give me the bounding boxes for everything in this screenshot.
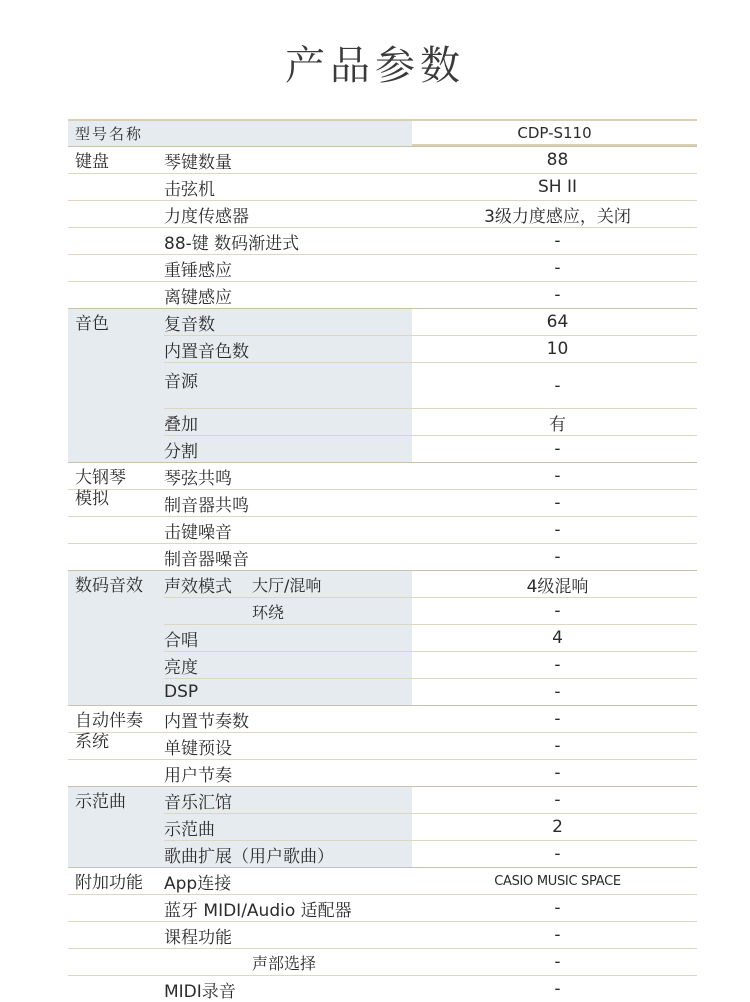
section-category: 大钢琴 模拟 [75,468,126,509]
feature-label: 用户节奏 [164,765,232,786]
feature-label: 亮度 [164,657,198,678]
feature-cell [164,868,412,894]
feature-cell [164,255,412,281]
value-cell: 88 [412,147,697,173]
feature-cell [164,517,412,543]
section-category: 键盘 [75,152,109,172]
feature-sub-label: 大厅/混响 [252,575,322,595]
spec-section [68,867,697,1002]
feature-cell [164,147,412,173]
value-cell: - [412,282,697,308]
spec-section [68,786,697,867]
value-cell: - [412,228,697,254]
feature-cell [164,814,412,840]
value-cell: - [412,436,697,462]
feature-cell [164,336,412,362]
feature-sub-label: 环绕 [252,602,285,622]
feature-label: 蓝牙 MIDI/Audio 适配器 [164,900,352,921]
value-cell: - [412,517,697,543]
feature-label: 琴键数量 [164,152,232,173]
value-cell: 有 [412,409,697,435]
section-category: 数码音效 [68,571,164,705]
spec-section [68,146,697,308]
feature-label: 制音器噪音 [164,549,249,570]
value-cell: - [412,787,697,813]
section-category: 自动伴奏 系统 [75,711,143,752]
feature-cell [164,409,412,435]
section-category: 附加功能 [75,873,143,893]
feature-cell [164,922,412,948]
feature-cell [164,787,412,813]
feature-cell [164,841,412,867]
feature-label: 琴弦共鸣 [164,468,232,489]
spec-table [68,119,697,1002]
feature-cell [164,625,412,651]
value-cell: CASIO MUSIC SPACE [412,868,697,894]
feature-cell [164,201,412,227]
spec-section [68,705,697,786]
value-cell: - [412,922,697,948]
value-cell: - [412,598,697,624]
page-title: 产品参数 [285,43,465,89]
value-cell: - [412,733,697,759]
value-cell: - [412,679,697,705]
spec-section [68,462,697,570]
feature-cell [164,895,412,921]
feature-label: 击键噪音 [164,522,232,543]
feature-label: 声效模式 [164,576,232,597]
value-cell: - [412,544,697,570]
value-cell: - [412,760,697,786]
value-cell: - [412,463,697,489]
feature-label: 合唱 [164,630,198,651]
feature-cell [164,598,412,624]
value-cell: - [412,895,697,921]
feature-cell [164,949,412,975]
feature-cell [164,228,412,254]
feature-cell [164,436,412,462]
feature-cell [164,652,412,678]
feature-label: 课程功能 [164,927,232,948]
value-cell: 4级混响 [412,571,697,597]
header-row [68,119,697,146]
feature-label: 内置节奏数 [164,711,249,732]
feature-label: 击弦机 [164,179,215,200]
feature-cell [164,463,412,489]
feature-label: 离键感应 [164,287,232,308]
feature-label: 叠加 [164,414,198,435]
value-cell: 2 [412,814,697,840]
section-category: 示范曲 [68,787,164,867]
feature-label: 内置音色数 [164,341,249,362]
feature-cell [164,733,412,759]
feature-label: 制音器共鸣 [164,495,249,516]
feature-label: 音乐汇馆 [164,792,232,813]
feature-sub-label: 声部选择 [252,953,317,973]
feature-label: App连接 [164,873,232,894]
feature-label: 示范曲 [164,819,215,840]
header-model: CDP-S110 [412,119,697,146]
feature-cell [164,282,412,308]
value-cell: - [412,255,697,281]
value-cell: 4 [412,625,697,651]
feature-cell [164,363,412,408]
value-cell: - [412,490,697,516]
header-label: 型号名称 [68,119,412,146]
feature-label: DSP [164,682,199,702]
feature-label: 单键预设 [164,738,232,759]
feature-cell [164,490,412,516]
spec-section [68,570,697,705]
value-cell: - [412,841,697,867]
feature-label: 88-键 数码渐进式 [164,233,300,254]
feature-cell [164,309,412,335]
value-cell: 10 [412,336,697,362]
feature-label: 歌曲扩展（用户歌曲） [164,846,334,867]
value-cell: - [412,363,697,408]
value-cell: - [412,652,697,678]
value-cell: SH II [412,174,697,200]
feature-label: 音源 [164,372,198,392]
feature-label: 复音数 [164,314,215,335]
spec-section [68,308,697,462]
value-cell: 64 [412,309,697,335]
feature-cell [164,976,412,1002]
section-category: 音色 [68,309,164,462]
feature-cell [164,706,412,732]
feature-cell [164,679,412,705]
feature-label: 力度传感器 [164,206,249,227]
feature-cell [164,544,412,570]
value-cell: - [412,976,697,1002]
value-cell: 3级力度感应，关闭 [412,201,697,227]
feature-label: 分割 [164,441,198,462]
feature-cell [164,174,412,200]
feature-label: 重锤感应 [164,260,232,281]
feature-cell [164,760,412,786]
feature-label: MIDI录音 [164,981,236,1002]
value-cell: - [412,949,697,975]
value-cell: - [412,706,697,732]
feature-cell [164,571,412,597]
